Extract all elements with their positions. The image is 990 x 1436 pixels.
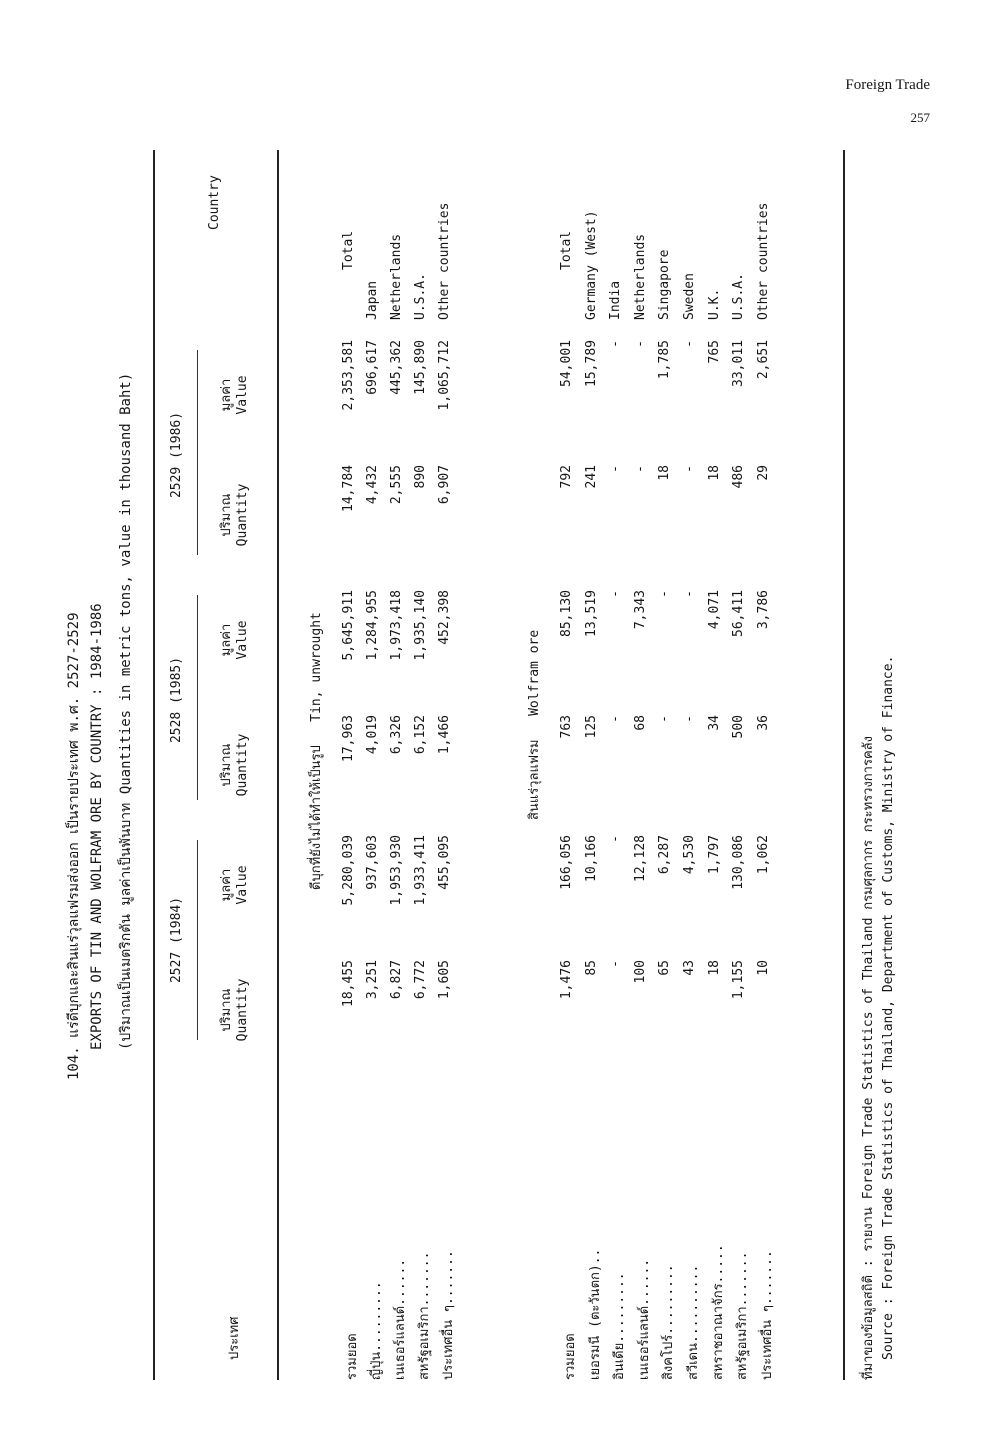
- row-value: 1,953,930: [389, 835, 404, 906]
- row-value: 145,890: [413, 340, 428, 395]
- row-quantity: -: [682, 715, 697, 723]
- row-value: 1,973,418: [389, 590, 404, 661]
- row-country-thai: ประเทศอื่น ๆ.......: [759, 1250, 775, 1380]
- table-title-en: EXPORTS OF TIN AND WOLFRAM ORE BY COUNTRY : 1984-1986: [89, 603, 105, 1050]
- row-value: 1,933,411: [413, 835, 428, 906]
- row-country-en: Other countries: [437, 202, 452, 320]
- rotated-table: [45, 150, 915, 1380]
- row-quantity: 1,466: [437, 715, 452, 755]
- year-header-1984: 2527 (1984): [169, 896, 184, 984]
- row-country-thai: รวมยอด: [563, 1333, 578, 1380]
- top-rule: [153, 150, 155, 1380]
- row-value: 1,065,712: [437, 340, 452, 411]
- row-value: 445,362: [389, 340, 404, 395]
- row-quantity: 6,827: [389, 960, 404, 1000]
- row-quantity: 2,555: [389, 465, 404, 505]
- row-value: 15,789: [583, 340, 599, 387]
- row-quantity: 10: [755, 960, 771, 976]
- row-country-thai: สิงคโปร์.........: [661, 1264, 677, 1380]
- row-country-en: U.S.A.: [413, 273, 428, 320]
- row-country-thai: สหรัฐอเมริกา.......: [735, 1251, 751, 1380]
- row-value: 56,411: [731, 590, 747, 637]
- row-value: 33,011: [731, 340, 747, 387]
- row-value: -: [657, 590, 673, 598]
- row-quantity: 792: [559, 465, 574, 489]
- row-quantity: 890: [413, 465, 428, 489]
- row-quantity: 36: [755, 715, 771, 731]
- row-country-en: Total: [341, 230, 356, 270]
- qty-header-en: Quantity: [235, 483, 250, 547]
- source-en: Source : Foreign Trade Statistics of Thailand, Department of Customs, Ministry of Finance.: [881, 655, 896, 1360]
- row-country-en: Sweden: [682, 273, 697, 320]
- section-heading-tin: ดีบุกที่ยังไม่ได้ทำให้เป็นรูป Tin, unwrought: [309, 612, 324, 890]
- row-country-thai: ประเทศอื่น ๆ.......: [441, 1250, 456, 1380]
- row-value: 1,935,140: [413, 590, 428, 661]
- row-quantity: -: [608, 960, 624, 968]
- row-quantity: 43: [682, 960, 697, 976]
- val-header-en: Value: [235, 375, 250, 415]
- row-quantity: 6,326: [389, 715, 404, 755]
- running-header: Foreign Trade: [845, 77, 930, 93]
- row-value: 12,128: [632, 835, 648, 882]
- row-value: -: [682, 590, 697, 598]
- row-quantity: 34: [706, 715, 722, 731]
- row-value: 3,786: [755, 590, 771, 630]
- row-quantity: 6,772: [413, 960, 428, 1000]
- row-value: 1,284,955: [365, 590, 380, 661]
- row-country-en: Japan: [365, 280, 380, 320]
- row-value: 7,343: [632, 590, 648, 630]
- row-value: 130,086: [731, 835, 747, 890]
- val-header-thai: มูลค่า: [219, 378, 234, 412]
- row-country-en: Germany (West): [583, 210, 599, 320]
- row-quantity: 3,251: [365, 960, 380, 1000]
- col-country-thai: ประเทศ: [227, 1316, 242, 1360]
- row-value: 166,056: [559, 835, 574, 890]
- row-country-thai: สวีเดน..........: [686, 1264, 701, 1380]
- row-quantity: 486: [731, 465, 747, 489]
- row-country-en: U.K.: [706, 288, 722, 320]
- row-value: -: [608, 835, 624, 843]
- row-value: 85,130: [559, 590, 574, 637]
- bottom-rule: [843, 150, 845, 1380]
- row-value: 4,071: [706, 590, 722, 630]
- row-quantity: 17,963: [341, 715, 356, 762]
- source-thai: ที่มาของข้อมูลสถิติ : รายงาน Foreign Trade Statistics of Thailand กรมศุลกากร กระทรวงการคลัง: [861, 736, 876, 1380]
- row-value: 5,280,039: [341, 835, 356, 906]
- val-header-en: Value: [235, 620, 250, 660]
- row-country-en: Netherlands: [632, 233, 648, 320]
- row-quantity: 18,455: [341, 960, 356, 1007]
- row-value: 2,353,581: [341, 340, 356, 411]
- row-quantity: 100: [632, 960, 648, 984]
- row-quantity: 85: [583, 960, 599, 976]
- val-header-thai: มูลค่า: [219, 623, 234, 657]
- qty-header-thai: ปริมาณ: [219, 743, 234, 787]
- table-subtitle: (ปริมาณเป็นเมตริกตัน มูลค่าเป็นพันบาท Quantities in metric tons, value in thousand Baht): [118, 372, 134, 1050]
- row-quantity: 1,476: [559, 960, 574, 1000]
- row-value: 5,645,911: [341, 590, 356, 661]
- row-quantity: 68: [632, 715, 648, 731]
- row-value: 4,530: [682, 835, 697, 875]
- row-quantity: -: [632, 465, 648, 473]
- row-value: -: [632, 340, 648, 348]
- page-number: 257: [910, 110, 930, 125]
- row-value: 1,797: [706, 835, 722, 875]
- row-country-en: Other countries: [755, 202, 771, 320]
- year-header-1985: 2528 (1985): [169, 656, 184, 744]
- row-quantity: 18: [657, 465, 673, 481]
- row-quantity: -: [608, 465, 624, 473]
- row-country-thai: รวมยอด: [345, 1333, 360, 1380]
- row-country-thai: สหรัฐอเมริกา.......: [417, 1251, 432, 1380]
- col-country-en: Country: [207, 175, 222, 230]
- row-value: 937,603: [365, 835, 380, 890]
- row-quantity: 6,907: [437, 465, 452, 505]
- row-quantity: 14,784: [341, 465, 356, 512]
- row-value: 6,287: [657, 835, 673, 875]
- section-heading-wolfram: สินแร่วุลแฟรม Wolfram ore: [527, 629, 542, 820]
- year-header-1986: 2529 (1986): [169, 411, 184, 499]
- qty-header-thai: ปริมาณ: [219, 493, 234, 537]
- row-quantity: 1,605: [437, 960, 452, 1000]
- row-value: 2,651: [755, 340, 771, 380]
- row-country-en: Total: [559, 230, 574, 270]
- row-quantity: 4,432: [365, 465, 380, 505]
- row-value: 10,166: [583, 835, 599, 882]
- val-header-thai: มูลค่า: [219, 868, 234, 902]
- row-quantity: 4,019: [365, 715, 380, 755]
- row-quantity: 500: [731, 715, 747, 739]
- val-header-en: Value: [235, 865, 250, 905]
- qty-header-thai: ปริมาณ: [219, 988, 234, 1032]
- row-country-thai: เนเธอร์แลนด์......: [636, 1258, 652, 1380]
- row-quantity: 763: [559, 715, 574, 739]
- row-quantity: -: [608, 715, 624, 723]
- row-country-thai: เนเธอร์แลนด์......: [393, 1258, 408, 1380]
- row-country-en: Netherlands: [389, 233, 404, 320]
- row-quantity: -: [682, 465, 697, 473]
- row-value: 54,001: [559, 340, 574, 387]
- row-country-en: India: [608, 280, 624, 320]
- qty-header-en: Quantity: [235, 978, 250, 1042]
- row-value: 13,519: [583, 590, 599, 637]
- row-quantity: 6,152: [413, 715, 428, 755]
- row-country-thai: สหราชอาณาจักร.....: [710, 1244, 726, 1380]
- row-value: -: [608, 590, 624, 598]
- row-quantity: 65: [657, 960, 673, 976]
- row-quantity: -: [657, 715, 673, 723]
- row-quantity: 1,155: [731, 960, 747, 1000]
- row-value: -: [682, 340, 697, 348]
- table-title-thai: 104. แร่ดีบุกและสินแร่วุลแฟรมส่งออก เป็นรายประเทศ พ.ศ. 2527-2529: [66, 612, 82, 1080]
- row-quantity: 18: [706, 960, 722, 976]
- qty-header-en: Quantity: [235, 733, 250, 797]
- row-quantity: 241: [583, 465, 599, 489]
- row-quantity: 29: [755, 465, 771, 481]
- row-value: 1,785: [657, 340, 673, 380]
- row-value: 765: [706, 340, 722, 364]
- row-country-thai: เยอรมนี (ตะวันตก)..: [587, 1248, 603, 1380]
- row-value: -: [608, 340, 624, 348]
- row-value: 452,398: [437, 590, 452, 645]
- row-country-en: U.S.A.: [731, 273, 747, 320]
- row-country-thai: ญี่ปุ่น.........: [369, 1281, 384, 1380]
- row-value: 1,062: [755, 835, 771, 875]
- header-rule: [277, 150, 279, 1380]
- row-country-thai: อินเดีย.........: [612, 1272, 628, 1380]
- row-quantity: 18: [706, 465, 722, 481]
- row-quantity: 125: [583, 715, 599, 739]
- row-value: 696,617: [365, 340, 380, 395]
- row-country-en: Singapore: [657, 249, 673, 320]
- row-value: 455,095: [437, 835, 452, 890]
